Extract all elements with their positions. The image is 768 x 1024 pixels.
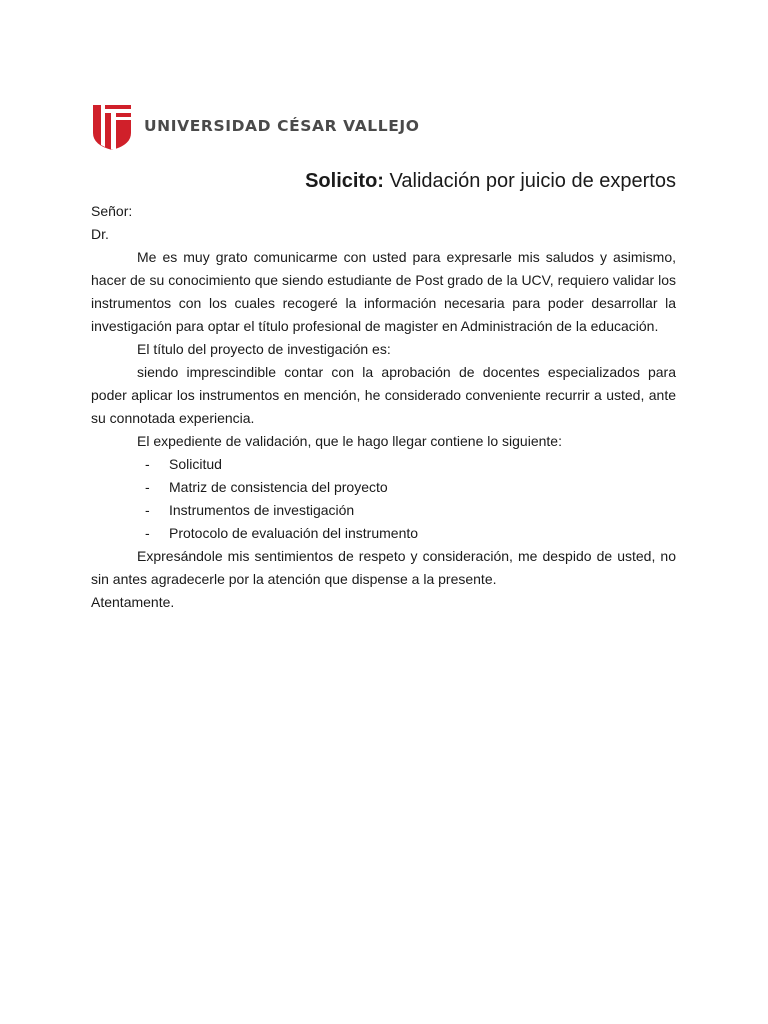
list-item-text: Protocolo de evaluación del instrumento bbox=[169, 525, 419, 541]
subject-line bbox=[305, 170, 676, 193]
paragraph-contents: El expediente de validación, que le hago llegar contiene lo siguiente: bbox=[137, 433, 562, 449]
list-item bbox=[91, 522, 676, 545]
paragraph-intro: Me es muy grato comunicarme con usted para expresarle mis saludos y asimismo, hacer de su conocimiento que siendo estudiante de Post grado de la UCV, requiero validar los instrumentos con los cuales recogeré la información necesaria para poder desarrollar la investigación para optar el título profesional de magister en Administración de la educación. bbox=[91, 249, 676, 334]
list-item-text: Matriz de consistencia del proyecto bbox=[169, 479, 388, 495]
subject-label: Solicito: bbox=[305, 170, 384, 192]
project-title-line: El título del proyecto de investigación es: bbox=[137, 341, 391, 357]
paragraph-farewell: Expresándole mis sentimientos de respeto y consideración, me despido de usted, no sin antes agradecerle por la atención que dispense a la presente. bbox=[91, 548, 676, 587]
list-item bbox=[91, 499, 676, 522]
list-marker: - bbox=[145, 502, 150, 518]
list-marker: - bbox=[145, 456, 150, 472]
ucv-shield-icon bbox=[92, 103, 132, 151]
contents-list bbox=[91, 453, 676, 545]
list-marker: - bbox=[145, 479, 150, 495]
university-name: UNIVERSIDAD CÉSAR VALLEJO bbox=[144, 117, 420, 135]
list-item bbox=[91, 476, 676, 499]
list-marker: - bbox=[145, 525, 150, 541]
university-logo bbox=[92, 103, 420, 151]
paragraph-justification: siendo imprescindible contar con la aprobación de docentes especializados para poder aplicar los instrumentos en mención, he considerado conveniente recurrir a usted, ante su connotada experiencia. bbox=[91, 364, 676, 426]
list-item-text: Instrumentos de investigación bbox=[169, 502, 355, 518]
list-item-text: Solicitud bbox=[169, 456, 222, 472]
list-item bbox=[91, 453, 676, 476]
closing: Atentamente. bbox=[91, 594, 175, 610]
salutation: Señor: bbox=[91, 203, 133, 219]
letter-body bbox=[91, 200, 676, 614]
subject-text: Validación por juicio de expertos bbox=[383, 170, 676, 192]
recipient: Dr. bbox=[91, 226, 109, 242]
